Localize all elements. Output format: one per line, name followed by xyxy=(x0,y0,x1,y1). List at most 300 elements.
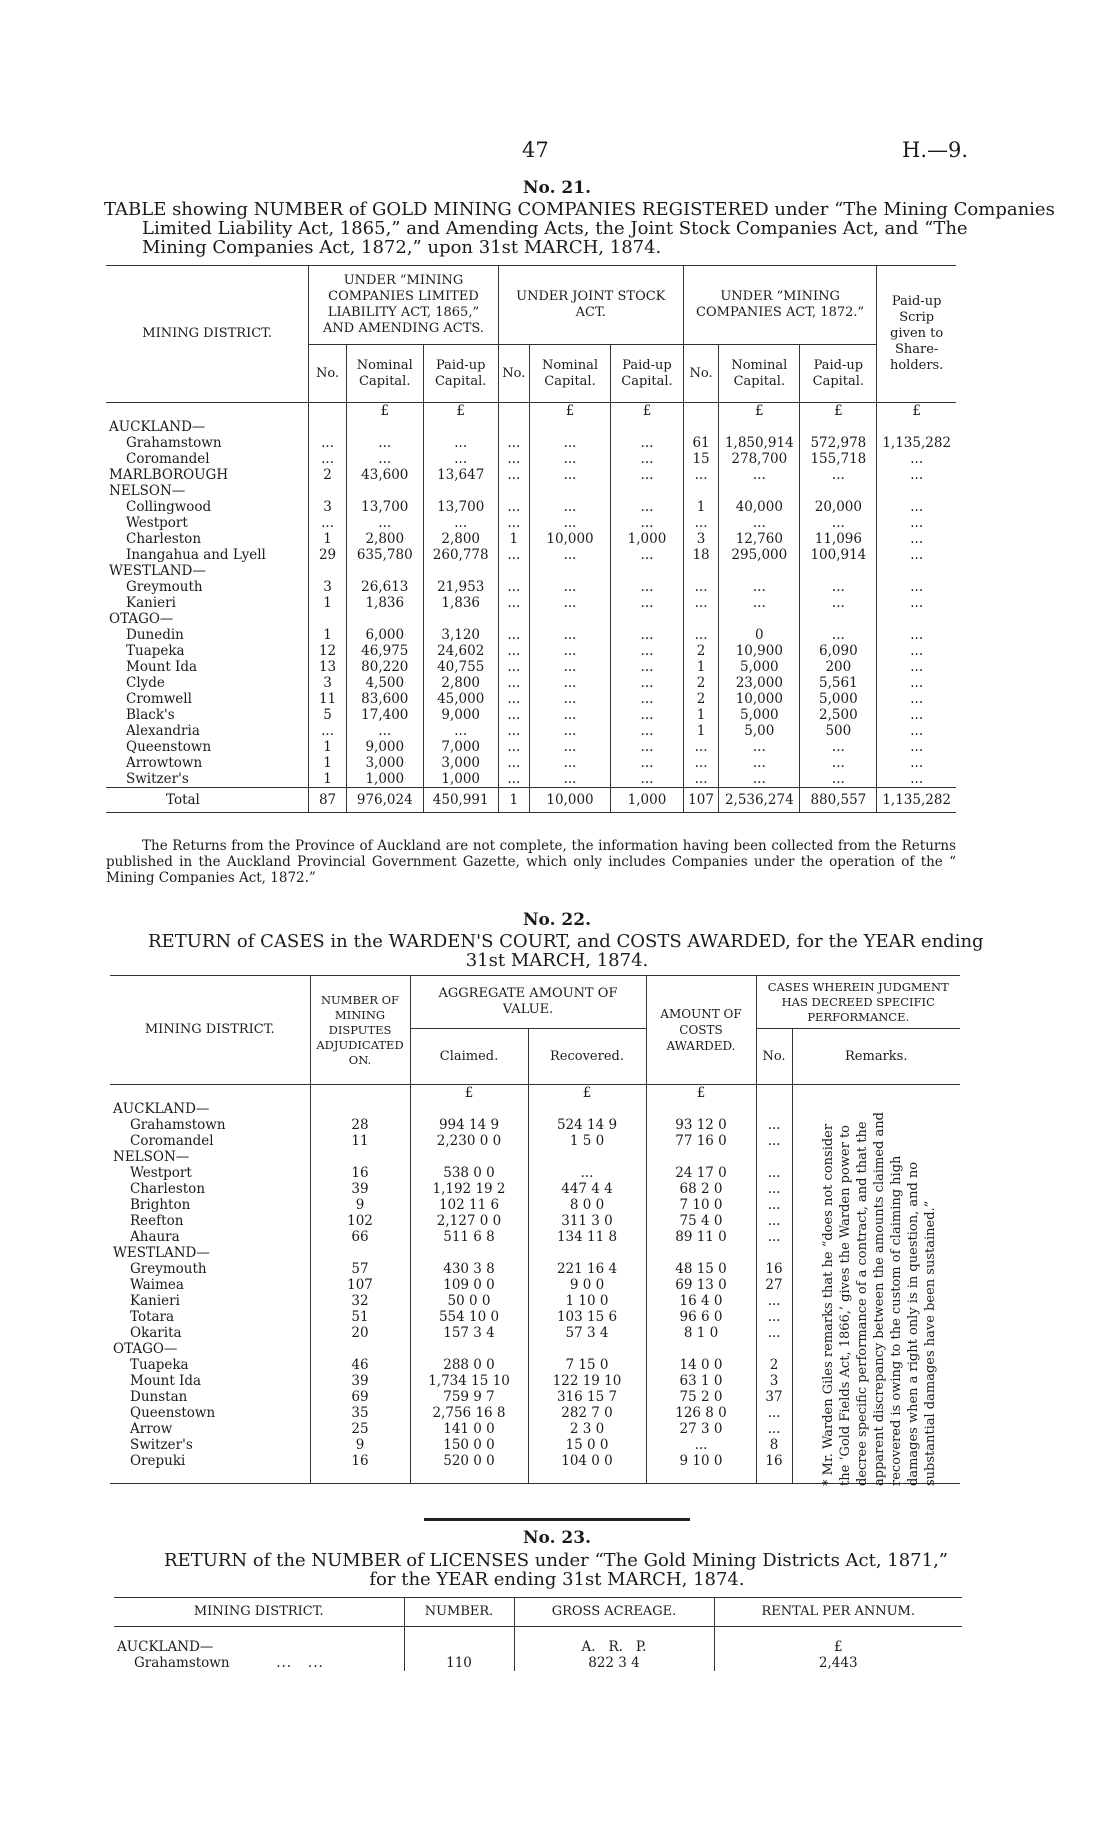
t22-row-label: Okarita xyxy=(130,1325,182,1341)
t21-cell: ... xyxy=(611,627,684,643)
t21-cell xyxy=(309,483,346,499)
t21-cell: 2 xyxy=(309,467,346,483)
t21-cell: 3 xyxy=(309,579,346,595)
t21-cell: 2 xyxy=(683,691,718,707)
t22-cell: 93 12 0 xyxy=(646,1117,756,1133)
t21-cell: 278,700 xyxy=(719,451,800,467)
t21-cell: 200 xyxy=(800,659,877,675)
t21-cell: ... xyxy=(498,435,529,451)
t21-h-paidup1: Paid-up Capital. xyxy=(423,345,498,403)
t21-cell: ... xyxy=(877,467,956,483)
t21-cell xyxy=(877,563,956,579)
t21-row-label: Collingwood xyxy=(126,499,212,515)
t21-cell: ... xyxy=(877,595,956,611)
t21-row xyxy=(106,611,956,627)
t21-cell: 26,613 xyxy=(346,579,423,595)
t21-cell: 1 xyxy=(309,531,346,547)
t21-cell: ... xyxy=(529,515,610,531)
t21-cell xyxy=(683,483,718,499)
t21-row-label: Arrowtown xyxy=(126,755,203,771)
t21-row xyxy=(106,627,956,643)
t22-cell: 538 0 0 xyxy=(410,1165,528,1181)
t21-total-cell: 107 xyxy=(683,788,718,813)
t21-cell: 1 xyxy=(683,707,718,723)
t22-cell: 46 xyxy=(310,1357,410,1373)
t21-cell: ... xyxy=(719,771,800,788)
t21-cell xyxy=(800,419,877,435)
t21-cell: 2,800 xyxy=(346,531,423,547)
t22-row-label: Coromandel xyxy=(130,1133,214,1149)
t21-cell xyxy=(346,563,423,579)
t21-cell: ... xyxy=(611,643,684,659)
t21-cell: ... xyxy=(529,579,610,595)
t21-row-label: OTAGO— xyxy=(109,611,174,627)
t21-cell xyxy=(877,419,956,435)
t21-row-label: Westport xyxy=(126,515,188,531)
t22-cell xyxy=(528,1341,646,1357)
t22-cell: ... xyxy=(756,1293,792,1309)
t21-cell: 5,561 xyxy=(800,675,877,691)
t21-cell: ... xyxy=(498,723,529,739)
t21-cell: ... xyxy=(611,771,684,788)
t22-cell: 27 xyxy=(756,1277,792,1293)
t21-cell: ... xyxy=(611,707,684,723)
t22-h-claimed: Claimed. xyxy=(410,1029,528,1085)
t21-cell: 1 xyxy=(309,755,346,771)
t23-row-label: Grahamstown ... ... xyxy=(134,1655,324,1671)
t22-cell: 32 xyxy=(310,1293,410,1309)
t21-total-label: Total xyxy=(166,792,200,808)
t21-row xyxy=(106,435,956,451)
t21-cell: ... xyxy=(719,515,800,531)
t21-cell: ... xyxy=(529,755,610,771)
t21-cell: 1 xyxy=(683,723,718,739)
t21-cell: ... xyxy=(719,579,800,595)
t22-cell: 16 xyxy=(310,1453,410,1469)
t21-h-paidup3: Paid-up Capital. xyxy=(800,345,877,403)
t22-cell: 16 4 0 xyxy=(646,1293,756,1309)
t21-cell: ... xyxy=(611,515,684,531)
t22-pad-cell xyxy=(756,1469,792,1484)
t21-cell xyxy=(309,611,346,627)
t21-cell: 18 xyxy=(683,547,718,563)
t21-cell xyxy=(719,611,800,627)
t21-cell: ... xyxy=(423,515,498,531)
t21-row-label: Queenstown xyxy=(126,739,212,755)
t22-cell: 759 9 7 xyxy=(410,1389,528,1405)
t21-row xyxy=(106,643,956,659)
t21-row xyxy=(106,723,956,739)
t21-cell: 10,000 xyxy=(719,691,800,707)
t21-cell: 13,700 xyxy=(423,499,498,515)
t22-cell: 2,230 0 0 xyxy=(410,1133,528,1149)
t21-cell: 6,000 xyxy=(346,627,423,643)
t22-row-label: Dunstan xyxy=(130,1389,188,1405)
t22-cell: 524 14 9 xyxy=(528,1117,646,1133)
t22-cell: 1,192 19 2 xyxy=(410,1181,528,1197)
t21-row xyxy=(106,595,956,611)
t21-row xyxy=(106,419,956,435)
t21-cell xyxy=(611,563,684,579)
t21-cell: 5,000 xyxy=(719,659,800,675)
t22-cell: 11 xyxy=(310,1133,410,1149)
t21-cell: 572,978 xyxy=(800,435,877,451)
t22-unit-cell xyxy=(310,1085,410,1102)
t21-row xyxy=(106,467,956,483)
t21-cell: 11 xyxy=(309,691,346,707)
t21-cell: 2,800 xyxy=(423,531,498,547)
t23-unit-r: R. xyxy=(608,1639,623,1655)
t22-cell xyxy=(310,1101,410,1117)
t22-pad-cell xyxy=(646,1469,756,1484)
t21-total-cell: 2,536,274 xyxy=(719,788,800,813)
t22-cell: 311 3 0 xyxy=(528,1213,646,1229)
t21-cell xyxy=(346,419,423,435)
t21-cell xyxy=(498,611,529,627)
t21-cell: ... xyxy=(529,627,610,643)
t22-cell: 1,734 15 10 xyxy=(410,1373,528,1389)
t23-unit-a: A. xyxy=(581,1639,596,1655)
t22-cell: ... xyxy=(756,1197,792,1213)
t21-cell xyxy=(498,563,529,579)
t21-cell xyxy=(309,563,346,579)
t22-cell: 9 10 0 xyxy=(646,1453,756,1469)
t21-unit-cell xyxy=(683,403,718,420)
t21-cell xyxy=(529,419,610,435)
t21-cell: 2 xyxy=(683,643,718,659)
t21-cell: ... xyxy=(611,579,684,595)
t21-h-group3: UNDER “MINING COMPANIES ACT, 1872.” xyxy=(683,266,876,345)
t21-cell: ... xyxy=(800,515,877,531)
t21-h-no1: No. xyxy=(309,345,346,403)
t21-cell xyxy=(800,563,877,579)
t21-cell: 11,096 xyxy=(800,531,877,547)
t22-cell: ... xyxy=(756,1213,792,1229)
t22-cell: 50 0 0 xyxy=(410,1293,528,1309)
t23-h-acreage: GROSS ACREAGE. xyxy=(514,1598,714,1627)
t21-cell: 13,700 xyxy=(346,499,423,515)
t21-cell: ... xyxy=(611,739,684,755)
t21-cell: 2,800 xyxy=(423,675,498,691)
t21-cell: 3,120 xyxy=(423,627,498,643)
t21-cell: 155,718 xyxy=(800,451,877,467)
t21-cell xyxy=(423,419,498,435)
t21-cell: ... xyxy=(877,675,956,691)
t21-cell: ... xyxy=(346,435,423,451)
t21-cell xyxy=(611,611,684,627)
t22-pad-cell xyxy=(410,1469,528,1484)
t22-unit-cell: £ xyxy=(646,1085,756,1102)
t22-cell: 520 0 0 xyxy=(410,1453,528,1469)
t22-row-label: Waimea xyxy=(130,1277,184,1293)
t21-row xyxy=(106,515,956,531)
t21-cell: 3,000 xyxy=(346,755,423,771)
t21-cell: 1 xyxy=(309,595,346,611)
t22-row-label: Switzer's xyxy=(130,1437,193,1453)
t21-unit-cell: £ xyxy=(800,403,877,420)
t22-cell xyxy=(528,1245,646,1261)
t22-cell: 77 16 0 xyxy=(646,1133,756,1149)
t22-cell: 511 6 8 xyxy=(410,1229,528,1245)
t21-cell: 1 xyxy=(683,499,718,515)
t21-cell: 1,836 xyxy=(423,595,498,611)
t21-h-scrip: Paid-up Scrip given to Share-holders. xyxy=(877,266,956,403)
t22-row-label: NELSON— xyxy=(113,1149,190,1165)
t22-cell: 221 16 4 xyxy=(528,1261,646,1277)
t22-cell: 7 15 0 xyxy=(528,1357,646,1373)
t21-cell: 2 xyxy=(683,675,718,691)
t21-row-label: Charleston xyxy=(126,531,202,547)
t21-cell: ... xyxy=(611,691,684,707)
t21-cell: 260,778 xyxy=(423,547,498,563)
t22-cell: 89 11 0 xyxy=(646,1229,756,1245)
t22-cell: 102 11 6 xyxy=(410,1197,528,1213)
t22-cell: 35 xyxy=(310,1405,410,1421)
t21-cell: ... xyxy=(877,579,956,595)
t22-pad-cell xyxy=(528,1469,646,1484)
t21-cell xyxy=(498,483,529,499)
t21-row xyxy=(106,659,956,675)
t21-cell: ... xyxy=(346,723,423,739)
t21-cell xyxy=(611,419,684,435)
t21-cell: 1 xyxy=(309,739,346,755)
t21-cell: ... xyxy=(719,739,800,755)
t22-cell: ... xyxy=(646,1437,756,1453)
t21-cell: ... xyxy=(719,595,800,611)
t21-cell: 24,602 xyxy=(423,643,498,659)
t21-cell: 9,000 xyxy=(423,707,498,723)
t21-cell: ... xyxy=(498,451,529,467)
t21-cell xyxy=(800,611,877,627)
t21-total-cell: 450,991 xyxy=(423,788,498,813)
t21-cell: ... xyxy=(683,627,718,643)
t21-cell: ... xyxy=(309,723,346,739)
t21-row-label: Mount Ida xyxy=(126,659,198,675)
table21-caption-3: Mining Companies Act, 1872,” upon 31st MARCH, 1874. xyxy=(142,237,662,258)
t22-cell: ... xyxy=(756,1309,792,1325)
t21-cell xyxy=(498,419,529,435)
t22-cell: 16 xyxy=(756,1261,792,1277)
t21-cell: ... xyxy=(877,659,956,675)
t21-cell: ... xyxy=(529,643,610,659)
t21-row xyxy=(106,451,956,467)
t22-h-remarks: Remarks. xyxy=(792,1029,960,1085)
t22-row-label: Totara xyxy=(130,1309,175,1325)
t21-cell: 80,220 xyxy=(346,659,423,675)
t22-row-label: WESTLAND— xyxy=(113,1245,210,1261)
t22-cell: 14 0 0 xyxy=(646,1357,756,1373)
t21-cell: ... xyxy=(529,435,610,451)
t21-cell xyxy=(346,611,423,627)
t21-cell: ... xyxy=(877,531,956,547)
t21-cell xyxy=(423,483,498,499)
t22-row-label: Ahaura xyxy=(130,1229,180,1245)
t21-cell: ... xyxy=(611,547,684,563)
t21-cell: ... xyxy=(529,659,610,675)
t21-cell xyxy=(309,419,346,435)
t21-cell xyxy=(611,483,684,499)
t21-cell: 17,400 xyxy=(346,707,423,723)
t21-cell xyxy=(719,563,800,579)
t22-cell: 447 4 4 xyxy=(528,1181,646,1197)
t21-h-paidup2: Paid-up Capital. xyxy=(611,345,684,403)
t21-h-nominal3: Nominal Capital. xyxy=(719,345,800,403)
t21-cell: 13 xyxy=(309,659,346,675)
t21-total-cell: 1 xyxy=(498,788,529,813)
t21-cell: 83,600 xyxy=(346,691,423,707)
t22-pad-cell xyxy=(310,1469,410,1484)
t21-cell: ... xyxy=(423,451,498,467)
t21-cell: 5,00 xyxy=(719,723,800,739)
t22-cell: 20 xyxy=(310,1325,410,1341)
t21-total-cell: 880,557 xyxy=(800,788,877,813)
t22-cell: 2,127 0 0 xyxy=(410,1213,528,1229)
t21-cell: ... xyxy=(346,515,423,531)
t21-row-label: Cromwell xyxy=(126,691,192,707)
t22-row-label: AUCKLAND— xyxy=(113,1101,210,1117)
t21-cell: ... xyxy=(423,435,498,451)
t22-cell: ... xyxy=(756,1165,792,1181)
t21-cell: 20,000 xyxy=(800,499,877,515)
t21-cell: 1,000 xyxy=(611,531,684,547)
t21-cell: ... xyxy=(498,595,529,611)
t22-cell: 25 xyxy=(310,1421,410,1437)
t21-cell: 1 xyxy=(309,627,346,643)
t22-cell: 39 xyxy=(310,1373,410,1389)
t22-cell: 75 2 0 xyxy=(646,1389,756,1405)
t22-h-cases: CASES WHEREIN JUDGMENT HAS DECREED SPECIFIC PERFORMANCE. xyxy=(756,976,960,1029)
t21-total-cell: 1,000 xyxy=(611,788,684,813)
t22-cell: 316 15 7 xyxy=(528,1389,646,1405)
t22-cell: 7 10 0 xyxy=(646,1197,756,1213)
table21-caption-2: Limited Liability Act, 1865,” and Amending Acts, the Joint Stock Companies Act, and “The xyxy=(142,218,968,239)
t22-cell: 96 6 0 xyxy=(646,1309,756,1325)
t21-cell: 13,647 xyxy=(423,467,498,483)
t22-cell: 24 17 0 xyxy=(646,1165,756,1181)
t22-cell: 2 xyxy=(756,1357,792,1373)
t21-cell: ... xyxy=(877,643,956,659)
t21-cell xyxy=(423,563,498,579)
t23-h-district: MINING DISTRICT. xyxy=(193,1604,324,1619)
t22-cell: ... xyxy=(528,1165,646,1181)
t21-cell: 10,000 xyxy=(529,531,610,547)
table21-caption-1: TABLE showing NUMBER of GOLD MINING COMPANIES REGISTERED under “The Mining Companies xyxy=(104,199,1055,220)
divider xyxy=(424,1518,690,1521)
t21-cell: ... xyxy=(877,771,956,788)
t21-cell: 6,090 xyxy=(800,643,877,659)
t21-cell: ... xyxy=(498,739,529,755)
t22-h-recovered: Recovered. xyxy=(528,1029,646,1085)
t22-cell: 8 xyxy=(756,1437,792,1453)
t21-cell: 100,914 xyxy=(800,547,877,563)
t21-cell: ... xyxy=(683,755,718,771)
t21-total-cell: 976,024 xyxy=(346,788,423,813)
table22-caption-2: 31st MARCH, 1874. xyxy=(465,950,649,971)
t21-cell xyxy=(877,483,956,499)
t21-cell: 1 xyxy=(309,771,346,788)
t23-row-rental: 2,443 xyxy=(714,1655,962,1671)
t22-cell xyxy=(528,1149,646,1165)
t21-row-label: Alexandria xyxy=(126,723,200,739)
t21-row xyxy=(106,739,956,755)
t21-cell: 1 xyxy=(498,531,529,547)
t21-row xyxy=(106,707,956,723)
t22-cell: 27 3 0 xyxy=(646,1421,756,1437)
t22-cell: ... xyxy=(756,1117,792,1133)
t21-cell: ... xyxy=(683,579,718,595)
t21-row-label: AUCKLAND— xyxy=(109,419,206,435)
t22-cell: 288 0 0 xyxy=(410,1357,528,1373)
t22-cell: 1 10 0 xyxy=(528,1293,646,1309)
t22-cell: 57 xyxy=(310,1261,410,1277)
t21-cell: ... xyxy=(611,451,684,467)
t21-cell: ... xyxy=(719,755,800,771)
t22-unit-cell: £ xyxy=(528,1085,646,1102)
t21-total-row xyxy=(106,788,956,813)
t21-cell: ... xyxy=(498,627,529,643)
t22-cell: 107 xyxy=(310,1277,410,1293)
t21-cell: 45,000 xyxy=(423,691,498,707)
t21-cell: ... xyxy=(529,771,610,788)
t22-cell xyxy=(310,1149,410,1165)
t21-cell: ... xyxy=(800,579,877,595)
t21-cell: ... xyxy=(800,467,877,483)
t22-cell: ... xyxy=(756,1325,792,1341)
table21-note: The Returns from the Province of Auckland are not complete, the information having been collected from the Returns published in the Auckland Provincial Government Gazette, which only includes Companies under the operation of the “ Mining Companies Act, 1872.” xyxy=(106,838,956,886)
t21-row-label: Inangahua and Lyell xyxy=(126,547,266,563)
t21-cell: 29 xyxy=(309,547,346,563)
t21-cell: 1,000 xyxy=(346,771,423,788)
t21-unit-cell xyxy=(498,403,529,420)
t22-cell: 51 xyxy=(310,1309,410,1325)
t22-cell: 2 3 0 xyxy=(528,1421,646,1437)
t22-cell xyxy=(410,1149,528,1165)
t22-cell: 126 8 0 xyxy=(646,1405,756,1421)
t21-cell: ... xyxy=(498,659,529,675)
t21-cell: 1,135,282 xyxy=(877,435,956,451)
t21-cell: ... xyxy=(498,771,529,788)
t21-cell: ... xyxy=(877,627,956,643)
t22-row-label: Queenstown xyxy=(130,1405,216,1421)
t22-cell: 48 15 0 xyxy=(646,1261,756,1277)
t22-cell xyxy=(646,1245,756,1261)
t21-cell: ... xyxy=(611,499,684,515)
t21-cell: ... xyxy=(877,691,956,707)
t21-cell xyxy=(683,611,718,627)
t21-cell: ... xyxy=(877,547,956,563)
t22-cell: 15 0 0 xyxy=(528,1437,646,1453)
t21-cell: ... xyxy=(529,451,610,467)
t22-cell xyxy=(410,1101,528,1117)
t22-cell: 37 xyxy=(756,1389,792,1405)
t21-cell: 1,000 xyxy=(423,771,498,788)
t21-cell: 61 xyxy=(683,435,718,451)
t22-row-label: Mount Ida xyxy=(130,1373,202,1389)
t21-cell: ... xyxy=(498,691,529,707)
t21-cell: ... xyxy=(498,547,529,563)
t21-cell: 15 xyxy=(683,451,718,467)
t22-row-label: Kanieri xyxy=(130,1293,180,1309)
t21-cell: ... xyxy=(800,755,877,771)
table21-number: No. 21. xyxy=(523,178,591,198)
t21-row-label: Dunedin xyxy=(126,627,184,643)
t21-cell: ... xyxy=(877,515,956,531)
t21-row-label: WESTLAND— xyxy=(109,563,206,579)
table22-caption-1: RETURN of CASES in the WARDEN'S COURT, and COSTS AWARDED, for the YEAR ending xyxy=(148,931,984,952)
t21-cell: ... xyxy=(309,451,346,467)
t22-row-label: Orepuki xyxy=(130,1453,186,1469)
t21-cell: ... xyxy=(683,467,718,483)
